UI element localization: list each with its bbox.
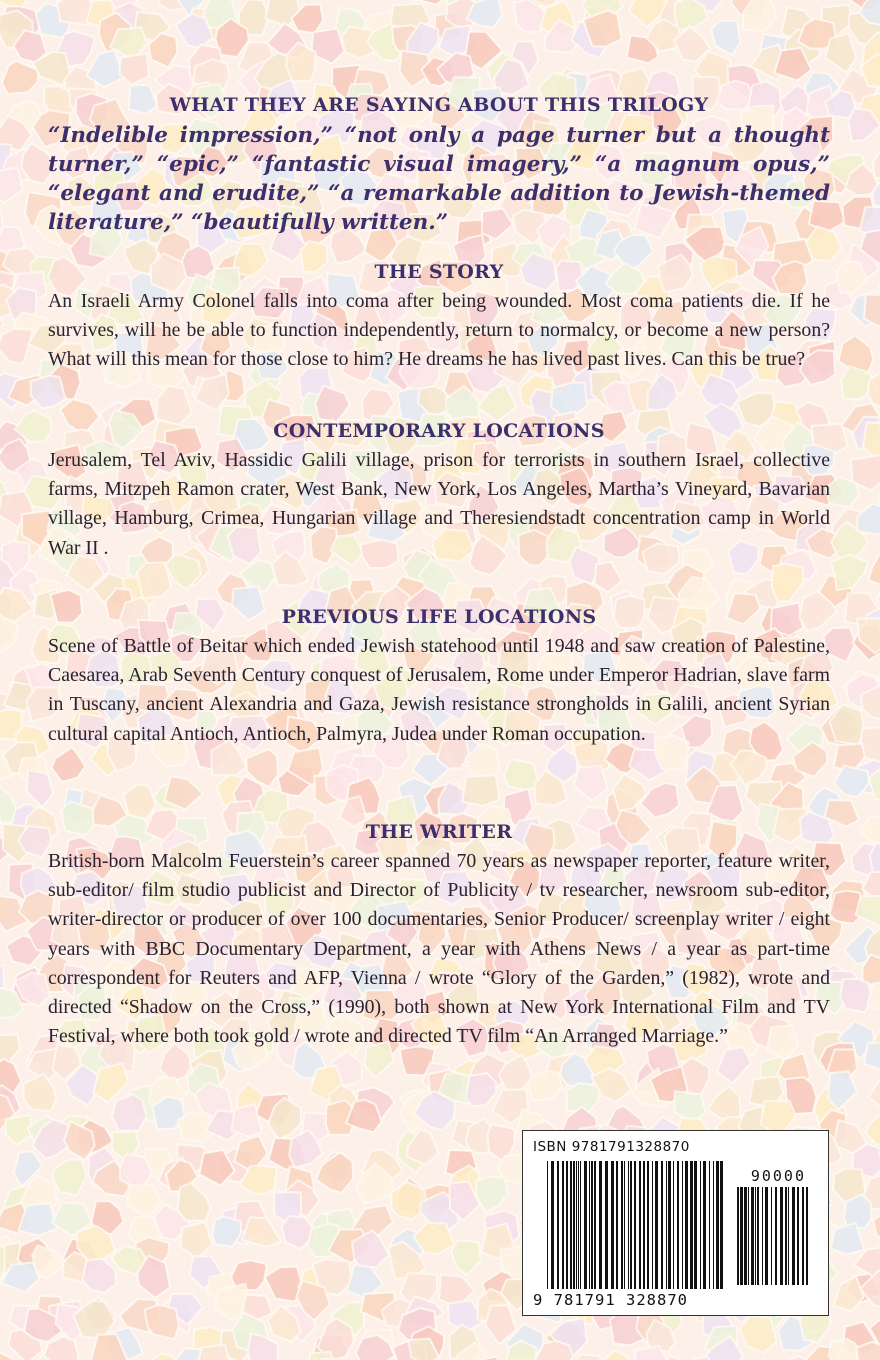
previous-heading: PREVIOUS LIFE LOCATIONS (281, 606, 597, 628)
isbn-label: ISBN 9781791328870 (533, 1139, 690, 1155)
contemporary-section (48, 418, 830, 563)
previous-section (48, 604, 830, 749)
writer-heading: THE WRITER (365, 821, 513, 843)
writer-text: British-born Malcolm Feuerstein’s career spanned 70 years as newspaper reporter, feature writer, sub-editor/ film studio publicist and Director of Publicity / tv researcher, newsroom sub-editor, writer-director or producer of over 100 documentaries, Senior Producer/ screenplay writer / eight years with BBC Documentary Department, a year with Athens News / a year as part-time correspondent for Reuters and AFP, Vienna / wrote “Glory of the Garden,” (1982), wrote and directed “Shadow on the Cross,” (1990), both shown at New York International Film and TV Festival, where both took gold / wrote and directed TV film “An Arranged Marriage.” (48, 850, 830, 1048)
praise-section (48, 92, 830, 237)
story-heading: THE STORY (374, 261, 504, 283)
contemporary-text: Jerusalem, Tel Aviv, Hassidic Galili village, prison for terrorists in southern Israel, collective farms, Mitzpeh Ramon crater, West Bank, New York, Los Angeles, Martha’s Vineyard, Bavarian village, Hamburg, Crimea, Hungarian village and Theresiendstadt concentration camp in World War II . (48, 449, 830, 559)
praise-quotes: “Indelible impression,” “not only a page turner but a thought turner,” “epic,” “fantastic visual imagery,” “a magnum opus,” “elegant and erudite,” “a remarkable addition to Jewish-themed literature,” “beautifully written.” (48, 123, 830, 235)
praise-heading: WHAT THEY ARE SAYING ABOUT THIS TRILOGY (169, 94, 709, 116)
barcode-digits: 9 781791 328870 (533, 1291, 688, 1309)
story-section (48, 259, 830, 375)
barcode-bars (523, 1131, 830, 1317)
price-code: 90000 (750, 1167, 806, 1185)
previous-text: Scene of Battle of Beitar which ended Jewish statehood until 1948 and saw creation of Palestine, Caesarea, Arab Seventh Century conquest of Jerusalem, Rome under Emperor Hadrian, slave farm in Tuscany, ancient Alexandria and Gaza, Jewish resistance strongholds in Galili, ancient Syrian cultural capital Antioch, Antioch, Palmyra, Judea under Roman occupation. (48, 635, 830, 745)
writer-section (48, 819, 830, 1051)
story-text: An Israeli Army Colonel falls into coma after being wounded. Most coma patients die. If he survives, will he be able to function independently, return to normalcy, or become a new person? What will this mean for those close to him? He dreams he has lived past lives. Can this be true? (48, 290, 830, 371)
isbn-barcode (522, 1130, 829, 1316)
contemporary-heading: CONTEMPORARY LOCATIONS (273, 420, 605, 442)
